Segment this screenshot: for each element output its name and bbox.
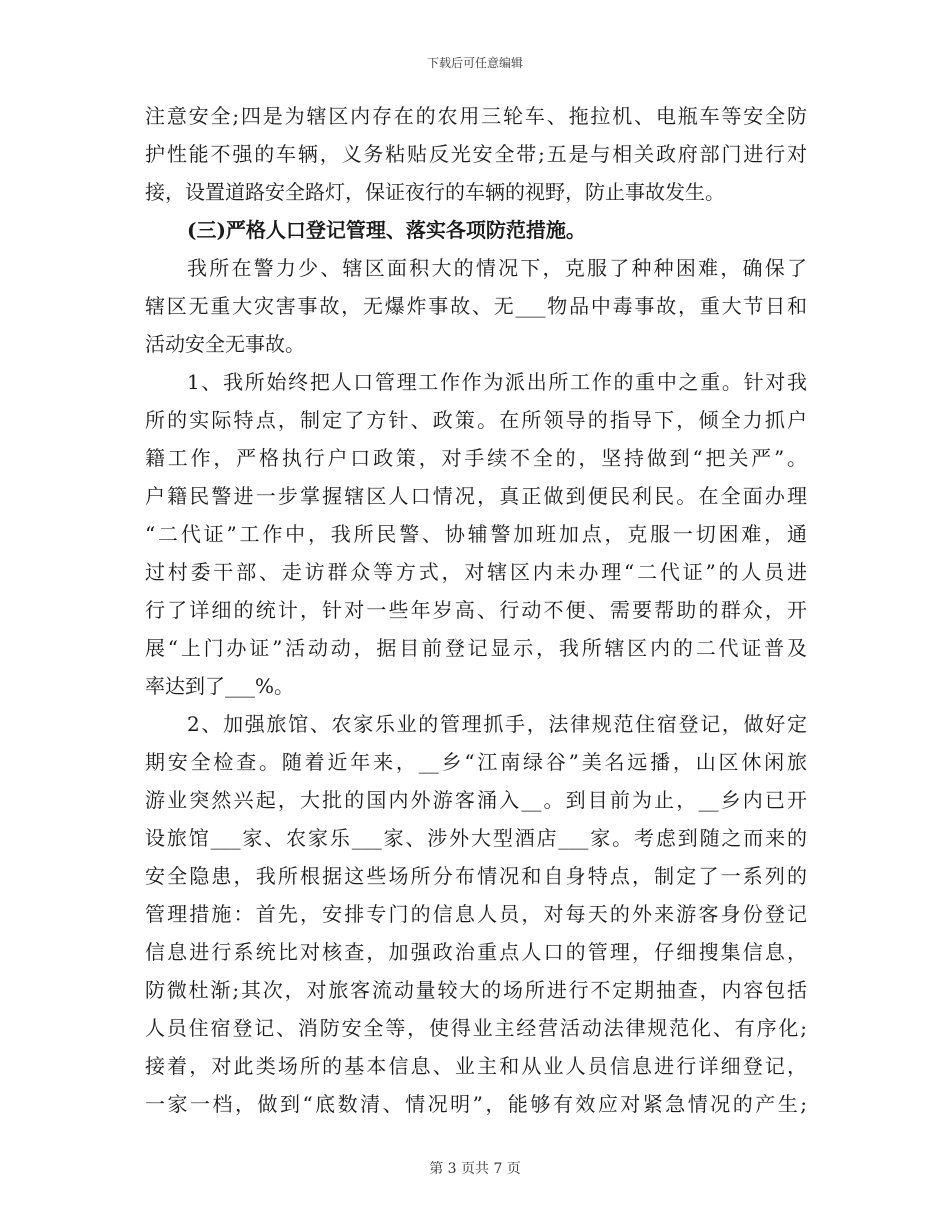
document-body xyxy=(145,97,807,1123)
text-line: 活动安全无事故。 xyxy=(145,332,305,356)
text-line: 管理措施：首先，安排专门的信息人员，对每天的外来游客身份登记 xyxy=(145,902,807,926)
text-line: 注意安全;四是为辖区内存在的农用三轮车、拖拉机、电瓶车等安全防 xyxy=(145,104,807,128)
text-line: 接着，对此类场所的基本信息、业主和从业人员信息进行详细登记， xyxy=(145,1054,807,1078)
text-line: 行了详细的统计，针对一些年岁高、行动不便、需要帮助的群众，开 xyxy=(145,598,807,622)
text-line: 期安全检查。随着近年来，__乡“江南绿谷”美名远播，山区休闲旅 xyxy=(145,750,807,774)
text-line: 过村委干部、走访群众等方式，对辖区内未办理“二代证”的人员进 xyxy=(145,560,807,584)
text-line: 安全隐患，我所根据这些场所分布情况和自身特点，制定了一系列的 xyxy=(145,864,807,888)
text-line: 护性能不强的车辆，义务粘贴反光安全带;五是与相关政府部门进行对 xyxy=(145,142,807,166)
text-line: 我所在警力少、辖区面积大的情况下，克服了种种困难，确保了 xyxy=(187,256,807,280)
text-line: 展“上门办证”活动动，据目前登记显示，我所辖区内的二代证普及 xyxy=(145,636,807,660)
text-line: 2、加强旅馆、农家乐业的管理抓手，法律规范住宿登记，做好定 xyxy=(187,712,807,736)
text-line: 1、我所始终把人口管理工作作为派出所工作的重中之重。针对我 xyxy=(187,370,807,394)
text-line: 户籍民警进一步掌握辖区人口情况，真正做到便民利民。在全面办理 xyxy=(145,484,807,508)
page-header: 下载后可任意编辑 xyxy=(426,56,523,70)
text-line: 设旅馆___家、农家乐___家、涉外大型酒店___家。考虑到随之而来的 xyxy=(145,826,807,850)
text-line: “二代证”工作中，我所民警、协辅警加班加点，克服一切困难，通 xyxy=(145,522,807,546)
text-line: 接，设置道路安全路灯，保证夜行的车辆的视野，防止事故发生。 xyxy=(145,180,725,204)
section-heading: (三)严格人口登记管理、落实各项防范措施。 xyxy=(187,218,586,242)
text-line: 所的实际特点，制定了方针、政策。在所领导的指导下，倾全力抓户 xyxy=(145,408,807,432)
text-line: 一家一档，做到“底数清、情况明”，能够有效应对紧急情况的产生; xyxy=(145,1092,807,1116)
text-line: 信息进行系统比对核查，加强政治重点人口的管理，仔细搜集信息， xyxy=(145,940,807,964)
text-line: 游业突然兴起，大批的国内外游客涌入__。到目前为止，__乡内已开 xyxy=(145,788,807,812)
page-footer: 第 3 页共 7 页 xyxy=(429,1161,521,1177)
text-line: 人员住宿登记、消防安全等，使得业主经营活动法律规范化、有序化; xyxy=(145,1016,807,1040)
text-line: 辖区无重大灾害事故，无爆炸事故、无___物品中毒事故，重大节日和 xyxy=(145,294,807,318)
text-line: 率达到了___%。 xyxy=(145,674,295,698)
text-line: 防微杜渐;其次，对旅客流动量较大的场所进行不定期抽查，内容包括 xyxy=(145,978,807,1002)
text-line: 籍工作，严格执行户口政策，对手续不全的，坚持做到“把关严”。 xyxy=(145,446,807,470)
